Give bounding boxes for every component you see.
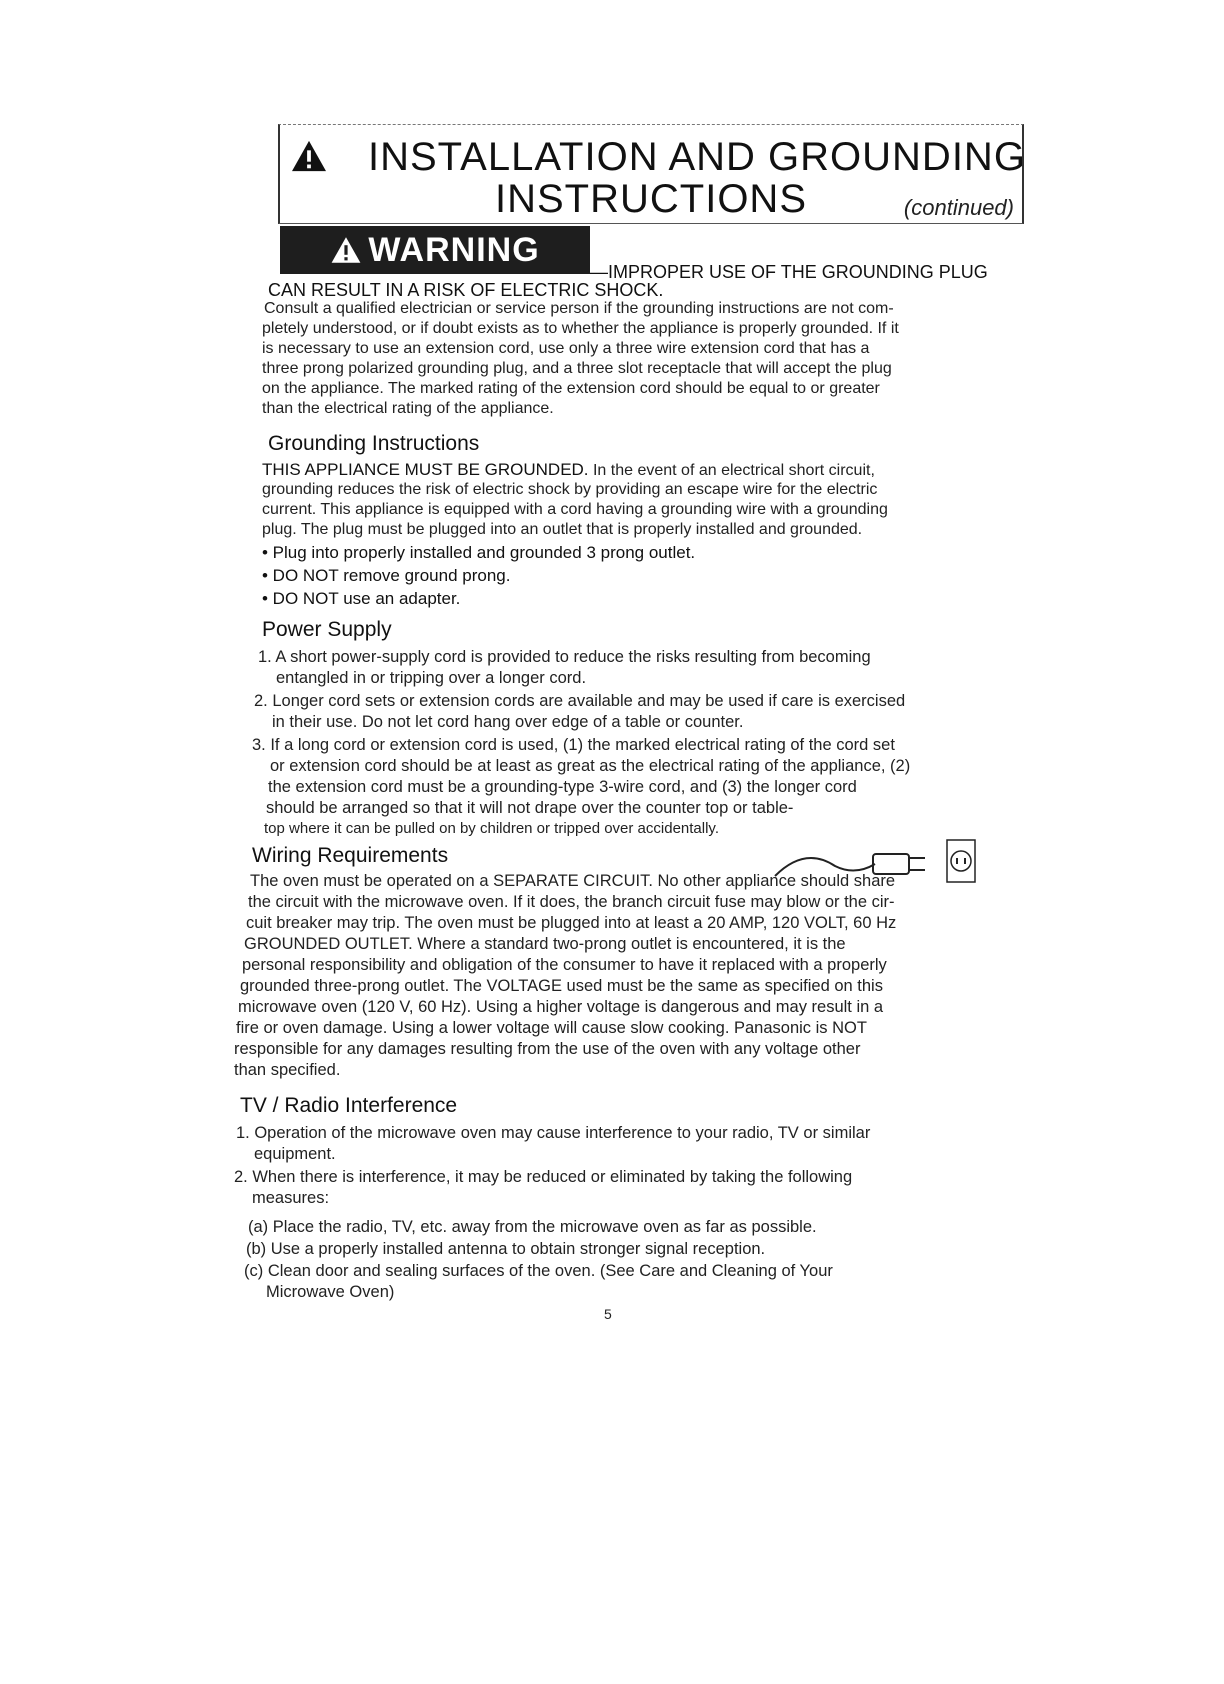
grounding-bullet: • DO NOT remove ground prong.: [262, 566, 511, 585]
continued-label: (continued): [903, 195, 1014, 220]
wiring-text-line: than specified.: [234, 1061, 341, 1079]
interference-line: (a) Place the radio, TV, etc. away from the microwave oven as far as possible.: [248, 1218, 817, 1236]
grounding-text-line: grounding reduces the risk of electric shock by providing an escape wire for the electric: [262, 481, 878, 498]
power-supply-line: 3. If a long cord or extension cord is used, (1) the marked electrical rating of the cord set: [252, 736, 895, 754]
warning-text-line: on the appliance. The marked rating of the extension cord should be equal to or greater: [262, 380, 880, 397]
power-supply-line: entangled in or tripping over a longer cord.: [276, 669, 587, 687]
interference-line: 1. Operation of the microwave oven may cause interference to your radio, TV or similar: [236, 1124, 871, 1142]
power-supply-line: in their use. Do not let cord hang over edge of a table or counter.: [272, 713, 744, 731]
interference-line: (c) Clean door and sealing surfaces of the oven. (See Care and Cleaning of Your: [244, 1262, 833, 1280]
grounding-lead-line: [262, 460, 875, 480]
title-box: [278, 124, 1024, 224]
warning-triangle-icon: [290, 139, 328, 173]
power-supply-line: the extension cord must be a grounding-type 3-wire cord, and (3) the longer cord: [268, 778, 857, 796]
section-heading-wiring: Wiring Requirements: [252, 844, 449, 867]
page-number: 5: [604, 1306, 612, 1322]
grounding-lead: THIS APPLIANCE MUST BE GROUNDED.: [262, 460, 589, 479]
warning-heading-line1: —IMPROPER USE OF THE GROUNDING PLUG: [590, 262, 988, 282]
grounding-bullet: • Plug into properly installed and grounded 3 prong outlet.: [262, 543, 696, 562]
grounding-lead-rest: In the event of an electrical short circuit,: [588, 462, 875, 479]
grounding-bullet: • DO NOT use an adapter.: [262, 589, 461, 608]
wiring-text-line: the circuit with the microwave oven. If it does, the branch circuit fuse may blow or the cir-: [248, 893, 895, 911]
interference-line: measures:: [252, 1189, 330, 1207]
warning-text-line: pletely understood, or if doubt exists as to whether the appliance is properly grounded. If it: [262, 320, 899, 337]
grounding-text-line: current. This appliance is equipped with a cord having a grounding wire with a grounding: [262, 501, 888, 518]
power-supply-line: should be arranged so that it will not drape over the counter top or table-: [266, 799, 794, 817]
power-supply-line: 1. A short power-supply cord is provided to reduce the risks resulting from becoming: [258, 648, 871, 666]
wiring-text-line: grounded three-prong outlet. The VOLTAGE used must be the same as specified on this: [240, 977, 883, 995]
wiring-text-line: GROUNDED OUTLET. Where a standard two-prong outlet is encountered, it is the: [244, 935, 846, 953]
warning-text-line: than the electrical rating of the appliance.: [262, 400, 554, 417]
wiring-text-line: cuit breaker may trip. The oven must be plugged into at least a 20 AMP, 120 VOLT, 60 Hz: [246, 914, 897, 932]
interference-line: equipment.: [254, 1145, 336, 1163]
section-heading-grounding: Grounding Instructions: [268, 432, 480, 455]
wiring-text-line: The oven must be operated on a SEPARATE CIRCUIT. No other appliance should share: [250, 872, 896, 890]
interference-line: Microwave Oven): [266, 1283, 395, 1301]
interference-line: (b) Use a properly installed antenna to obtain stronger signal reception.: [246, 1240, 766, 1258]
wiring-text-line: fire or oven damage. Using a lower voltage will cause slow cooking. Panasonic is NOT: [236, 1019, 867, 1037]
page-title-line1: INSTALLATION AND GROUNDING: [368, 135, 1026, 179]
warning-text-line: Consult a qualified electrician or service person if the grounding instructions are not com-: [264, 300, 894, 317]
grounding-text-line: plug. The plug must be plugged into an outlet that is properly installed and grounded.: [262, 521, 863, 538]
power-supply-line: 2. Longer cord sets or extension cords are available and may be used if care is exercised: [254, 692, 906, 710]
wiring-text-line: responsible for any damages resulting from the use of the oven with any voltage other: [234, 1040, 861, 1058]
warning-triangle-icon: [330, 235, 362, 265]
section-heading-interference: TV / Radio Interference: [240, 1094, 458, 1117]
wiring-text-line: personal responsibility and obligation of the consumer to have it replaced with a properly: [242, 956, 887, 974]
warning-badge-label: WARNING: [368, 230, 540, 269]
power-supply-line: or extension cord should be at least as great as the electrical rating of the appliance, (2): [270, 757, 911, 775]
section-heading-power-supply: Power Supply: [262, 618, 392, 641]
warning-badge: [280, 226, 590, 274]
warning-text-line: is necessary to use an extension cord, use only a three wire extension cord that has a: [262, 340, 870, 357]
warning-text-line: three prong polarized grounding plug, and a three slot receptacle that will accept the plug: [262, 360, 892, 377]
warning-heading-line2: CAN RESULT IN A RISK OF ELECTRIC SHOCK.: [268, 280, 664, 300]
page-title-line2: INSTRUCTIONS: [495, 177, 807, 221]
power-supply-line: top where it can be pulled on by children or tripped over accidentally.: [264, 820, 719, 837]
interference-line: 2. When there is interference, it may be reduced or eliminated by taking the following: [234, 1168, 853, 1186]
wiring-text-line: microwave oven (120 V, 60 Hz). Using a higher voltage is dangerous and may result in a: [238, 998, 884, 1016]
